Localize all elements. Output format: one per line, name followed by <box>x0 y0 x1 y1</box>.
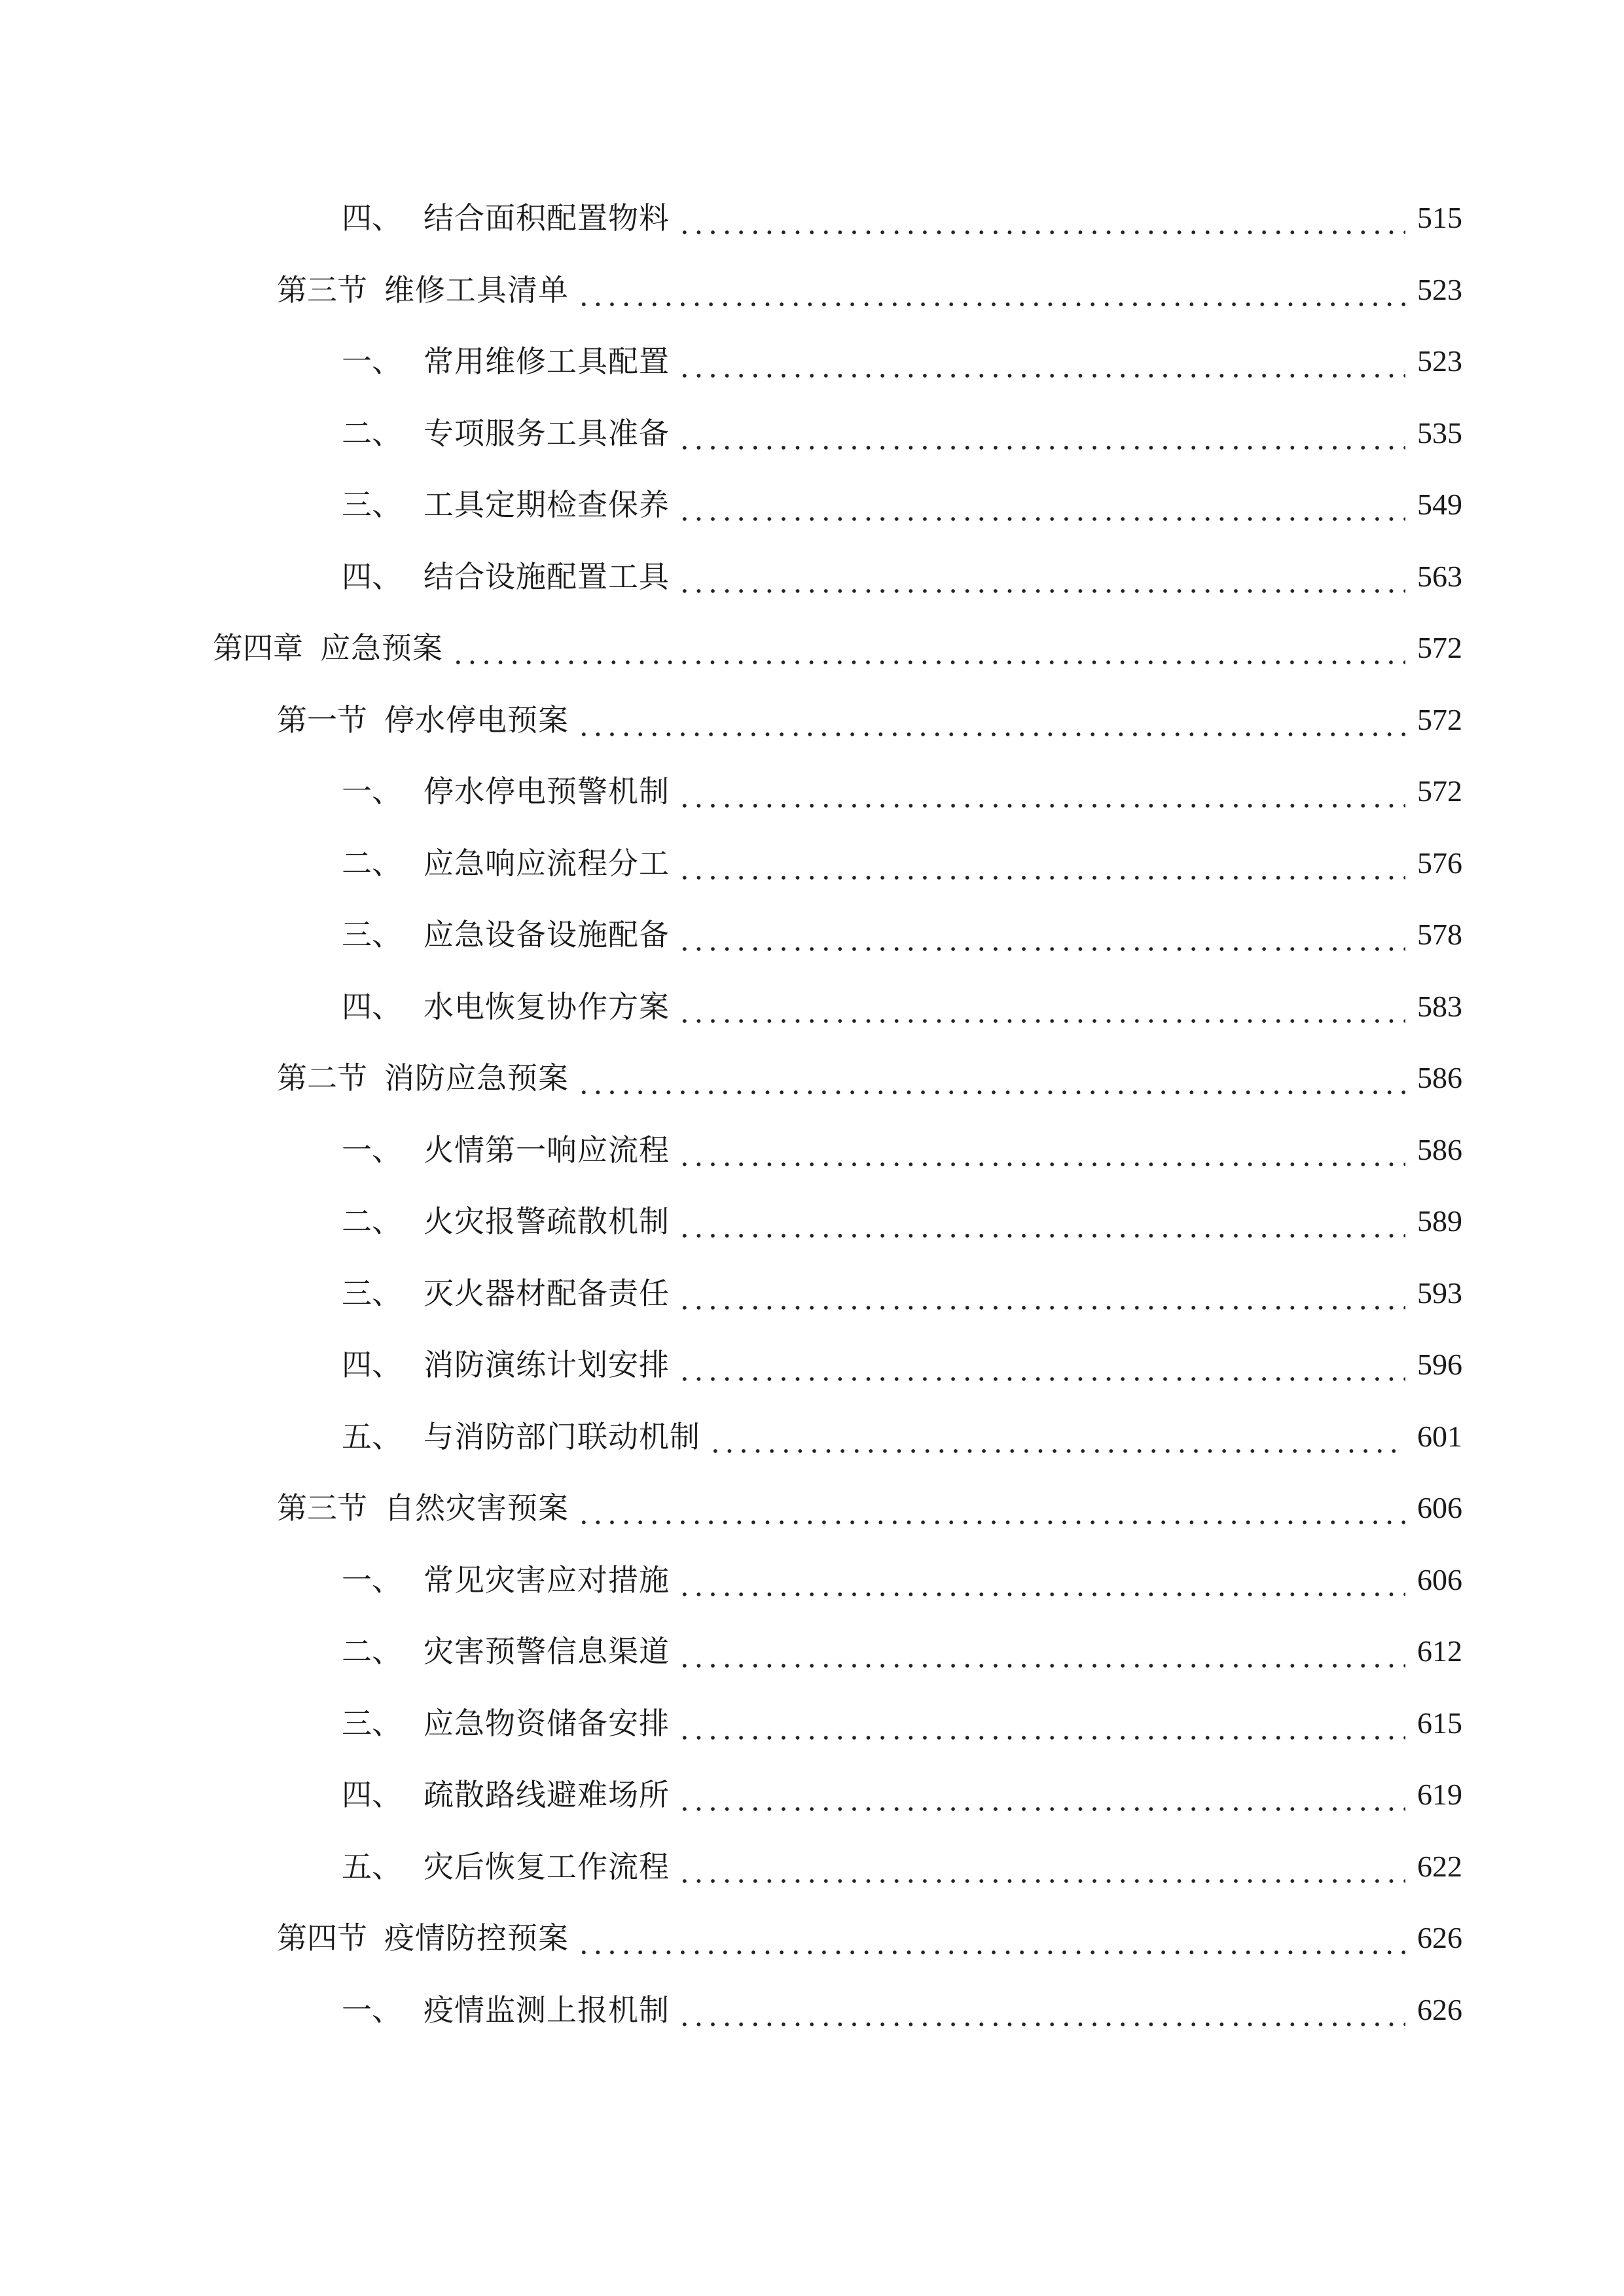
toc-entry-title: 维修工具清单 <box>384 272 569 308</box>
toc-entry-number: 第四章 <box>213 630 303 666</box>
toc-entry-number: 三、 <box>342 1275 402 1311</box>
toc-entry-line <box>213 622 1462 674</box>
toc-entry-number: 五、 <box>342 1848 402 1884</box>
toc-entry[interactable] <box>0 407 1624 479</box>
toc-entry[interactable] <box>0 264 1624 336</box>
toc-entry-number: 二、 <box>342 1204 402 1239</box>
toc-entry-number: 第三节 <box>277 272 367 308</box>
dot-leader <box>677 908 1405 961</box>
toc-entry-title: 自然灾害预案 <box>384 1490 569 1526</box>
toc-entry-number: 四、 <box>342 558 402 594</box>
toc-entry-line <box>342 837 1462 889</box>
dot-leader <box>451 622 1405 674</box>
toc-entry-number: 四、 <box>342 200 402 236</box>
toc-entry-line <box>277 264 1462 316</box>
toc-entry-line <box>342 1124 1462 1176</box>
toc-entry-line <box>342 1410 1462 1463</box>
toc-entry-page-number: 572 <box>1417 631 1462 664</box>
toc-entry-title: 与消防部门联动机制 <box>424 1418 700 1454</box>
toc-entry-number: 三、 <box>342 917 402 952</box>
toc-entry[interactable] <box>0 550 1624 622</box>
toc-entry-line <box>277 1052 1462 1104</box>
toc-entry-title: 专项服务工具准备 <box>424 415 670 451</box>
toc-entry-number: 二、 <box>342 845 402 881</box>
toc-entry-page-number: 578 <box>1417 918 1462 951</box>
toc-entry-number: 第四节 <box>277 1920 367 1956</box>
toc-entry-page-number: 606 <box>1417 1491 1462 1524</box>
toc-entry[interactable] <box>0 1697 1624 1769</box>
toc-entry-page-number: 626 <box>1417 1921 1462 1954</box>
toc-entry-line <box>277 694 1462 746</box>
toc-entry-number: 三、 <box>342 1705 402 1741</box>
toc-entry-line <box>342 192 1462 244</box>
toc-entry-title: 灾后恢复工作流程 <box>424 1848 670 1884</box>
dot-leader <box>677 1768 1405 1821</box>
toc-entry-line <box>342 335 1462 387</box>
dot-leader <box>677 1267 1405 1319</box>
toc-entry-number: 一、 <box>342 344 402 379</box>
toc-entry-number: 四、 <box>342 988 402 1024</box>
toc-entry[interactable] <box>0 1984 1624 2056</box>
toc-entry-line <box>342 1697 1462 1749</box>
toc-entry-number: 第二节 <box>277 1060 367 1096</box>
toc-entry-line <box>277 1482 1462 1534</box>
dot-leader <box>677 407 1405 459</box>
toc-entry-page-number: 586 <box>1417 1132 1462 1166</box>
toc-entry[interactable] <box>0 1267 1624 1339</box>
toc-entry-line <box>342 1840 1462 1893</box>
toc-entry[interactable] <box>0 837 1624 909</box>
toc-entry-number: 四、 <box>342 1347 402 1382</box>
dot-leader <box>677 1984 1405 2036</box>
toc-entry-title: 结合面积配置物料 <box>424 200 670 236</box>
toc-entry-line <box>342 1625 1462 1677</box>
toc-entry-page-number: 606 <box>1417 1562 1462 1596</box>
dot-leader <box>677 765 1405 817</box>
toc-entry-page-number: 523 <box>1417 344 1462 378</box>
toc-entry-title: 火灾报警疏散机制 <box>424 1204 670 1239</box>
toc-entry[interactable] <box>0 1912 1624 1984</box>
toc-entry-title: 常见灾害应对措施 <box>424 1562 670 1598</box>
toc-entry-page-number: 596 <box>1417 1348 1462 1381</box>
toc-entry-title: 火情第一响应流程 <box>424 1132 670 1168</box>
dot-leader <box>677 335 1405 387</box>
toc-entry-page-number: 572 <box>1417 774 1462 808</box>
toc-entry-line <box>342 1267 1462 1319</box>
toc-entry-line <box>342 1768 1462 1821</box>
toc-entry-page-number: 619 <box>1417 1778 1462 1811</box>
toc-entry[interactable] <box>0 694 1624 766</box>
toc-entry[interactable] <box>0 908 1624 980</box>
toc-entry-line <box>342 407 1462 459</box>
toc-entry[interactable] <box>0 1195 1624 1267</box>
toc-entry-page-number: 615 <box>1417 1706 1462 1740</box>
toc-entry-title: 消防演练计划安排 <box>424 1347 670 1382</box>
toc-entry-title: 水电恢复协作方案 <box>424 988 670 1024</box>
toc-entry-title: 应急预案 <box>320 630 443 666</box>
toc-entry-number: 一、 <box>342 1562 402 1598</box>
toc-entry-page-number: 523 <box>1417 272 1462 306</box>
dot-leader <box>677 1338 1405 1391</box>
toc-entry-number: 一、 <box>342 1132 402 1168</box>
toc-entry-page-number: 515 <box>1417 201 1462 234</box>
toc-entry-title: 灭火器材配备责任 <box>424 1275 670 1311</box>
toc-entry-title: 疏散路线避难场所 <box>424 1777 670 1812</box>
dot-leader <box>677 192 1405 244</box>
toc-entry-page-number: 589 <box>1417 1204 1462 1238</box>
toc-entry-title: 消防应急预案 <box>384 1060 569 1096</box>
toc-entry-page-number: 622 <box>1417 1849 1462 1883</box>
toc-entry-page-number: 612 <box>1417 1634 1462 1668</box>
toc-entry-title: 停水停电预案 <box>384 702 569 738</box>
toc-entry[interactable] <box>0 765 1624 837</box>
toc-entry-title: 灾害预警信息渠道 <box>424 1634 670 1669</box>
toc-entry-line <box>342 1554 1462 1606</box>
toc-entry-page-number: 586 <box>1417 1061 1462 1094</box>
toc-entry-line <box>342 1338 1462 1391</box>
toc-entry-page-number: 601 <box>1417 1419 1462 1453</box>
toc-entry[interactable] <box>0 1410 1624 1482</box>
toc-entry[interactable] <box>0 980 1624 1052</box>
toc-entry-title: 应急物资储备安排 <box>424 1705 670 1741</box>
toc-entry[interactable] <box>0 1338 1624 1410</box>
toc-entry[interactable] <box>0 1482 1624 1554</box>
toc-entry-number: 第三节 <box>277 1490 367 1526</box>
toc-entry-page-number: 549 <box>1417 488 1462 521</box>
toc-entry-title: 疫情防控预案 <box>384 1920 569 1956</box>
toc-entry-line <box>342 980 1462 1033</box>
toc-entry-title: 工具定期检查保养 <box>424 487 670 522</box>
toc-entry[interactable] <box>0 1052 1624 1124</box>
toc-entry-page-number: 535 <box>1417 416 1462 450</box>
dot-leader <box>677 1124 1405 1176</box>
toc-entry-number: 一、 <box>342 774 402 809</box>
toc-entry[interactable] <box>0 1768 1624 1840</box>
dot-leader <box>677 837 1405 889</box>
toc-entry-title: 应急设备设施配备 <box>424 917 670 952</box>
toc-entry-number: 三、 <box>342 487 402 522</box>
toc-entry-number: 二、 <box>342 415 402 451</box>
toc-entry[interactable] <box>0 335 1624 407</box>
toc-entry-page-number: 593 <box>1417 1276 1462 1310</box>
toc-entry-line <box>342 765 1462 817</box>
toc-entry-line <box>277 1912 1462 1964</box>
dot-leader <box>677 1840 1405 1893</box>
toc-entry[interactable] <box>0 192 1624 264</box>
dot-leader <box>577 1052 1405 1104</box>
toc-entry[interactable] <box>0 1625 1624 1697</box>
toc-entry-page-number: 583 <box>1417 989 1462 1023</box>
dot-leader <box>577 1482 1405 1534</box>
dot-leader <box>677 1625 1405 1677</box>
toc-entry-line <box>342 1984 1462 2036</box>
toc-entry-line <box>342 1195 1462 1247</box>
toc-entry-title: 常用维修工具配置 <box>424 344 670 379</box>
toc-entry-title: 停水停电预警机制 <box>424 774 670 809</box>
toc-entry-page-number: 576 <box>1417 846 1462 880</box>
toc-entry-title: 应急响应流程分工 <box>424 845 670 881</box>
toc-entry[interactable] <box>0 478 1624 550</box>
dot-leader <box>708 1410 1405 1463</box>
dot-leader <box>577 264 1405 316</box>
toc-entry-line <box>342 908 1462 961</box>
toc-entry-title: 结合设施配置工具 <box>424 558 670 594</box>
dot-leader <box>677 980 1405 1033</box>
table-of-contents <box>0 192 1624 2055</box>
toc-entry-number: 第一节 <box>277 702 367 738</box>
toc-entry-number: 四、 <box>342 1777 402 1812</box>
toc-entry[interactable] <box>0 1124 1624 1196</box>
dot-leader <box>677 478 1405 531</box>
toc-entry-page-number: 572 <box>1417 702 1462 736</box>
dot-leader <box>577 1912 1405 1964</box>
toc-entry-number: 二、 <box>342 1634 402 1669</box>
dot-leader <box>677 1195 1405 1247</box>
toc-entry-title: 疫情监测上报机制 <box>424 1992 670 2028</box>
dot-leader <box>677 1554 1405 1606</box>
toc-entry-number: 五、 <box>342 1418 402 1454</box>
toc-entry[interactable] <box>0 1840 1624 1912</box>
dot-leader <box>677 1697 1405 1749</box>
dot-leader <box>677 550 1405 603</box>
toc-entry[interactable] <box>0 622 1624 694</box>
toc-entry-line <box>342 550 1462 603</box>
toc-entry-number: 一、 <box>342 1992 402 2028</box>
toc-entry-page-number: 626 <box>1417 1992 1462 2026</box>
toc-entry-page-number: 563 <box>1417 559 1462 593</box>
toc-entry[interactable] <box>0 1554 1624 1626</box>
toc-entry-line <box>342 478 1462 531</box>
dot-leader <box>577 694 1405 746</box>
